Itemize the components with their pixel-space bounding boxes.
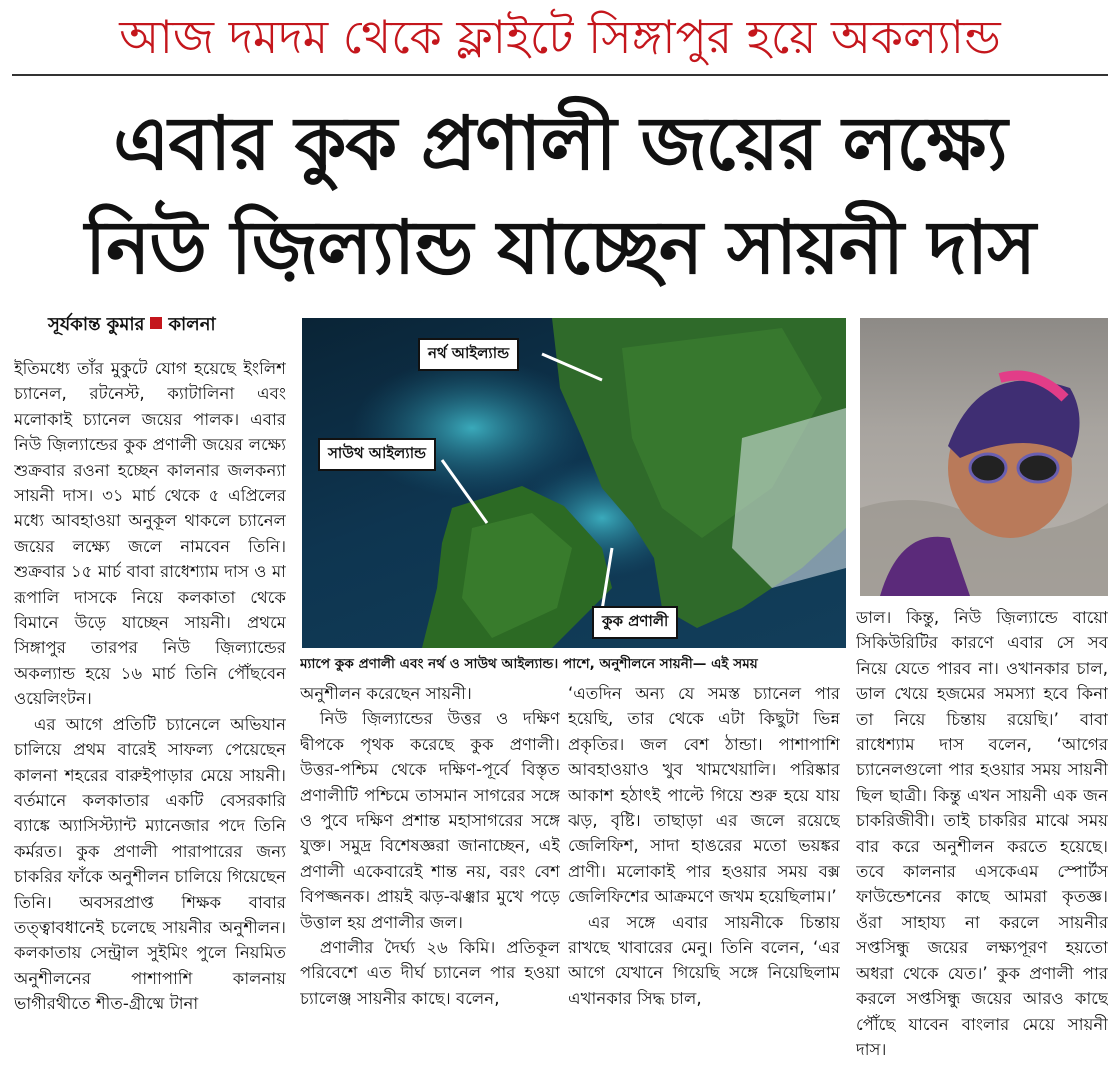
article-paragraph: এর সঙ্গে এবার সায়নীকে চিন্তায় রাখছে খাবারের মেনু। তিনি বলেন, ‘এর আগে যেখানে গিয়েছি সঙ্গে নিয়েছিলাম এখানকার সিদ্ধ চাল,	[568, 912, 840, 1008]
article-column-3	[568, 681, 840, 1061]
label-north-island: নর্থ আইল্যান্ড	[418, 338, 519, 371]
kicker-headline: আজ দমদম থেকে ফ্লাইটে সিঙ্গাপুর হয়ে অকল্যান্ড	[119, 10, 1001, 64]
headline-line-2: নিউ জ়িল্যান্ড যাচ্ছেন সায়নী দাস	[84, 205, 1036, 291]
map-graphic	[302, 318, 846, 648]
article-paragraph: নিউ জ়িল্যান্ডের উত্তর ও দক্ষিণ দ্বীপকে পৃথক করেছে কুক প্রণালী। উত্তর-পশ্চিম থেকে দক্ষিণ-পূর্বে বিস্তৃত প্রণালীটি পশ্চিমে তাসমান সাগরের সঙ্গে ও পুবে দক্ষিণ প্রশান্ত মহাসাগরের সঙ্গে যুক্ত। সমুদ্র বিশেষজ্ঞরা জানাচ্ছেন, এই প্রণালী একেবারেই শান্ত নয়, বরং বেশ বিপজ্জনক। প্রায়ই ঝড়-ঝঞ্ঝার মুখে পড়ে উত্তাল হয় প্রণালীর জল।	[300, 709, 560, 932]
swimmer-graphic	[860, 318, 1108, 596]
goggle-left	[970, 454, 1006, 482]
label-south-island: সাউথ আইল্যান্ড	[318, 438, 436, 471]
article-column-4	[856, 605, 1108, 1061]
byline-author: সূর্যকান্ত কুমার	[48, 314, 145, 335]
map-caption: ম্যাপে কুক প্রণালী এবং নর্থ ও সাউথ আইল্যান্ড। পাশে, অনুশীলনে সায়নী— এই সময়	[300, 656, 758, 672]
article-paragraph: ‘এতদিন অন্য যে সমস্ত চ্যানেল পার হয়েছি, তার থেকে এটা কিছুটা ভিন্ন প্রকৃতির। জল বেশ ঠান্ডা। পাশাপাশি আবহাওয়াও খুব খামখেয়ালি। পরিষ্কার আকাশ হঠাৎই পাল্টে গিয়ে শুরু হয়ে যায় ঝড়, বৃষ্টি। তাছাড়া এর জলে রয়েছে জেলিফিশ, সাদা হাঙরের মতো ভয়ঙ্কর প্রাণী। মলোকাই পার হওয়ার সময় বক্স জেলিফিশের আক্রমণে জখম হয়েছিলাম।’	[568, 684, 840, 907]
article-paragraph: ইতিমধ্যে তাঁর মুকুটে যোগ হয়েছে ইংলিশ চ্যানেল, রটনেস্ট, ক্যাটালিনা এবং মলোকাই চ্যানেল জয়ের পালক। এবার নিউ জ়িল্যান্ডের কুক প্রণালী জয়ের লক্ষ্যে শুক্রবার রওনা হচ্ছেন কালনার জলকন্যা সায়নী দাস। ৩১ মার্চ থেকে ৫ এপ্রিলের মধ্যে আবহাওয়া অনুকূল থাকলে চ্যানেল জয়ের লক্ষ্যে জলে নামবেন তিনি। শুক্রবার ১৫ মার্চ বাবা রাধেশ্যাম দাস ও মা রূপালি দাসকে নিয়ে কলকাতা থেকে বিমানে উড়ে যাচ্ছেন সায়নী। প্রথমে সিঙ্গাপুর তারপর নিউ জ়িল্যান্ডের অকল্যান্ড হয়ে ১৬ মার্চ তিনি পৌঁছবেন ওয়েলিংটন।	[14, 359, 286, 709]
article-column-1	[14, 356, 286, 1056]
article-paragraph: এর আগে প্রতিটি চ্যানেলে অভিযান চালিয়ে প্রথম বারেই সাফল্য পেয়েছেন কালনা শহরের বারুইপাড়ার মেয়ে সায়নী। বর্তমানে কলকাতার একটি বেসরকারি ব্যাঙ্কে অ্যাসিস্ট্যান্ট ম্যানেজার পদে তিনি কর্মরত। কুক প্রণালী পারাপারের জন্য চাকরির ফাঁকে অনুশীলন চালিয়ে গিয়েছেন তিনি। অবসরপ্রাপ্ত শিক্ষক বাবার তত্ত্বাবধানেই চলেছে সায়নীর অনুশীলন। কলকাতায় সেন্ট্রাল সুইমিং পুলে নিয়মিত অনুশীলনের পাশাপাশি কালনায় ভাগীরথীতে শীত-গ্রীষ্মে টানা	[14, 714, 286, 1014]
byline-square-icon	[150, 317, 162, 329]
byline-location: কালনা	[168, 314, 216, 335]
article-paragraph: ডাল। কিন্তু, নিউ জ়িল্যান্ডে বায়ো সিকিউরিটির কারণে এবার সে সব নিয়ে যেতে পারব না। ওখানকার চাল, ডাল খেয়ে হজমের সমস্যা হবে কিনা তা নিয়ে চিন্তায় রয়েছি।’ বাবা রাধেশ্যাম দাস বলেন, ‘আগের চ্যানেলগুলো পার হওয়ার সময় সায়নী ছিল ছাত্রী। কিন্তু এখন সায়নী এক জন চাকরিজীবী। তাই চাকরির মাঝে সময় বার করে অনুশীলন করতে হয়েছে। তবে কালনার এসকেএম স্পোর্টস ফাউন্ডেশনের কাছে আমরা কৃতজ্ঞ। ওঁরা সাহায্য না করলে সায়নীর সপ্তসিন্ধু জয়ের লক্ষ্যপূরণ হয়তো অধরা থেকে যেত।’ কুক প্রণালী পার করলে সপ্তসিন্ধু জয়ের আরও কাছে পৌঁছে যাবেন বাংলার মেয়ে সায়নী দাস।	[856, 608, 1108, 1059]
article-paragraph: প্রণালীর দৈর্ঘ্য ২৬ কিমি। প্রতিকূল পরিবেশে এত দীর্ঘ চ্যানেল পার হওয়া চ্যালেঞ্জ সায়নীর কাছে। বলেন,	[300, 938, 560, 1008]
swimmer-photo	[860, 318, 1108, 596]
goggle-right	[1018, 454, 1058, 482]
cook-strait-satellite-map	[302, 318, 846, 648]
label-cook-strait: কুক প্রণালী	[592, 606, 678, 639]
kicker-rule	[12, 74, 1108, 76]
article-column-2	[300, 681, 560, 1061]
article-paragraph: অনুশীলন করেছেন সায়নী।	[300, 684, 472, 703]
headline-line-1: এবার কুক প্রণালী জয়ের লক্ষ্যে	[113, 101, 1007, 187]
